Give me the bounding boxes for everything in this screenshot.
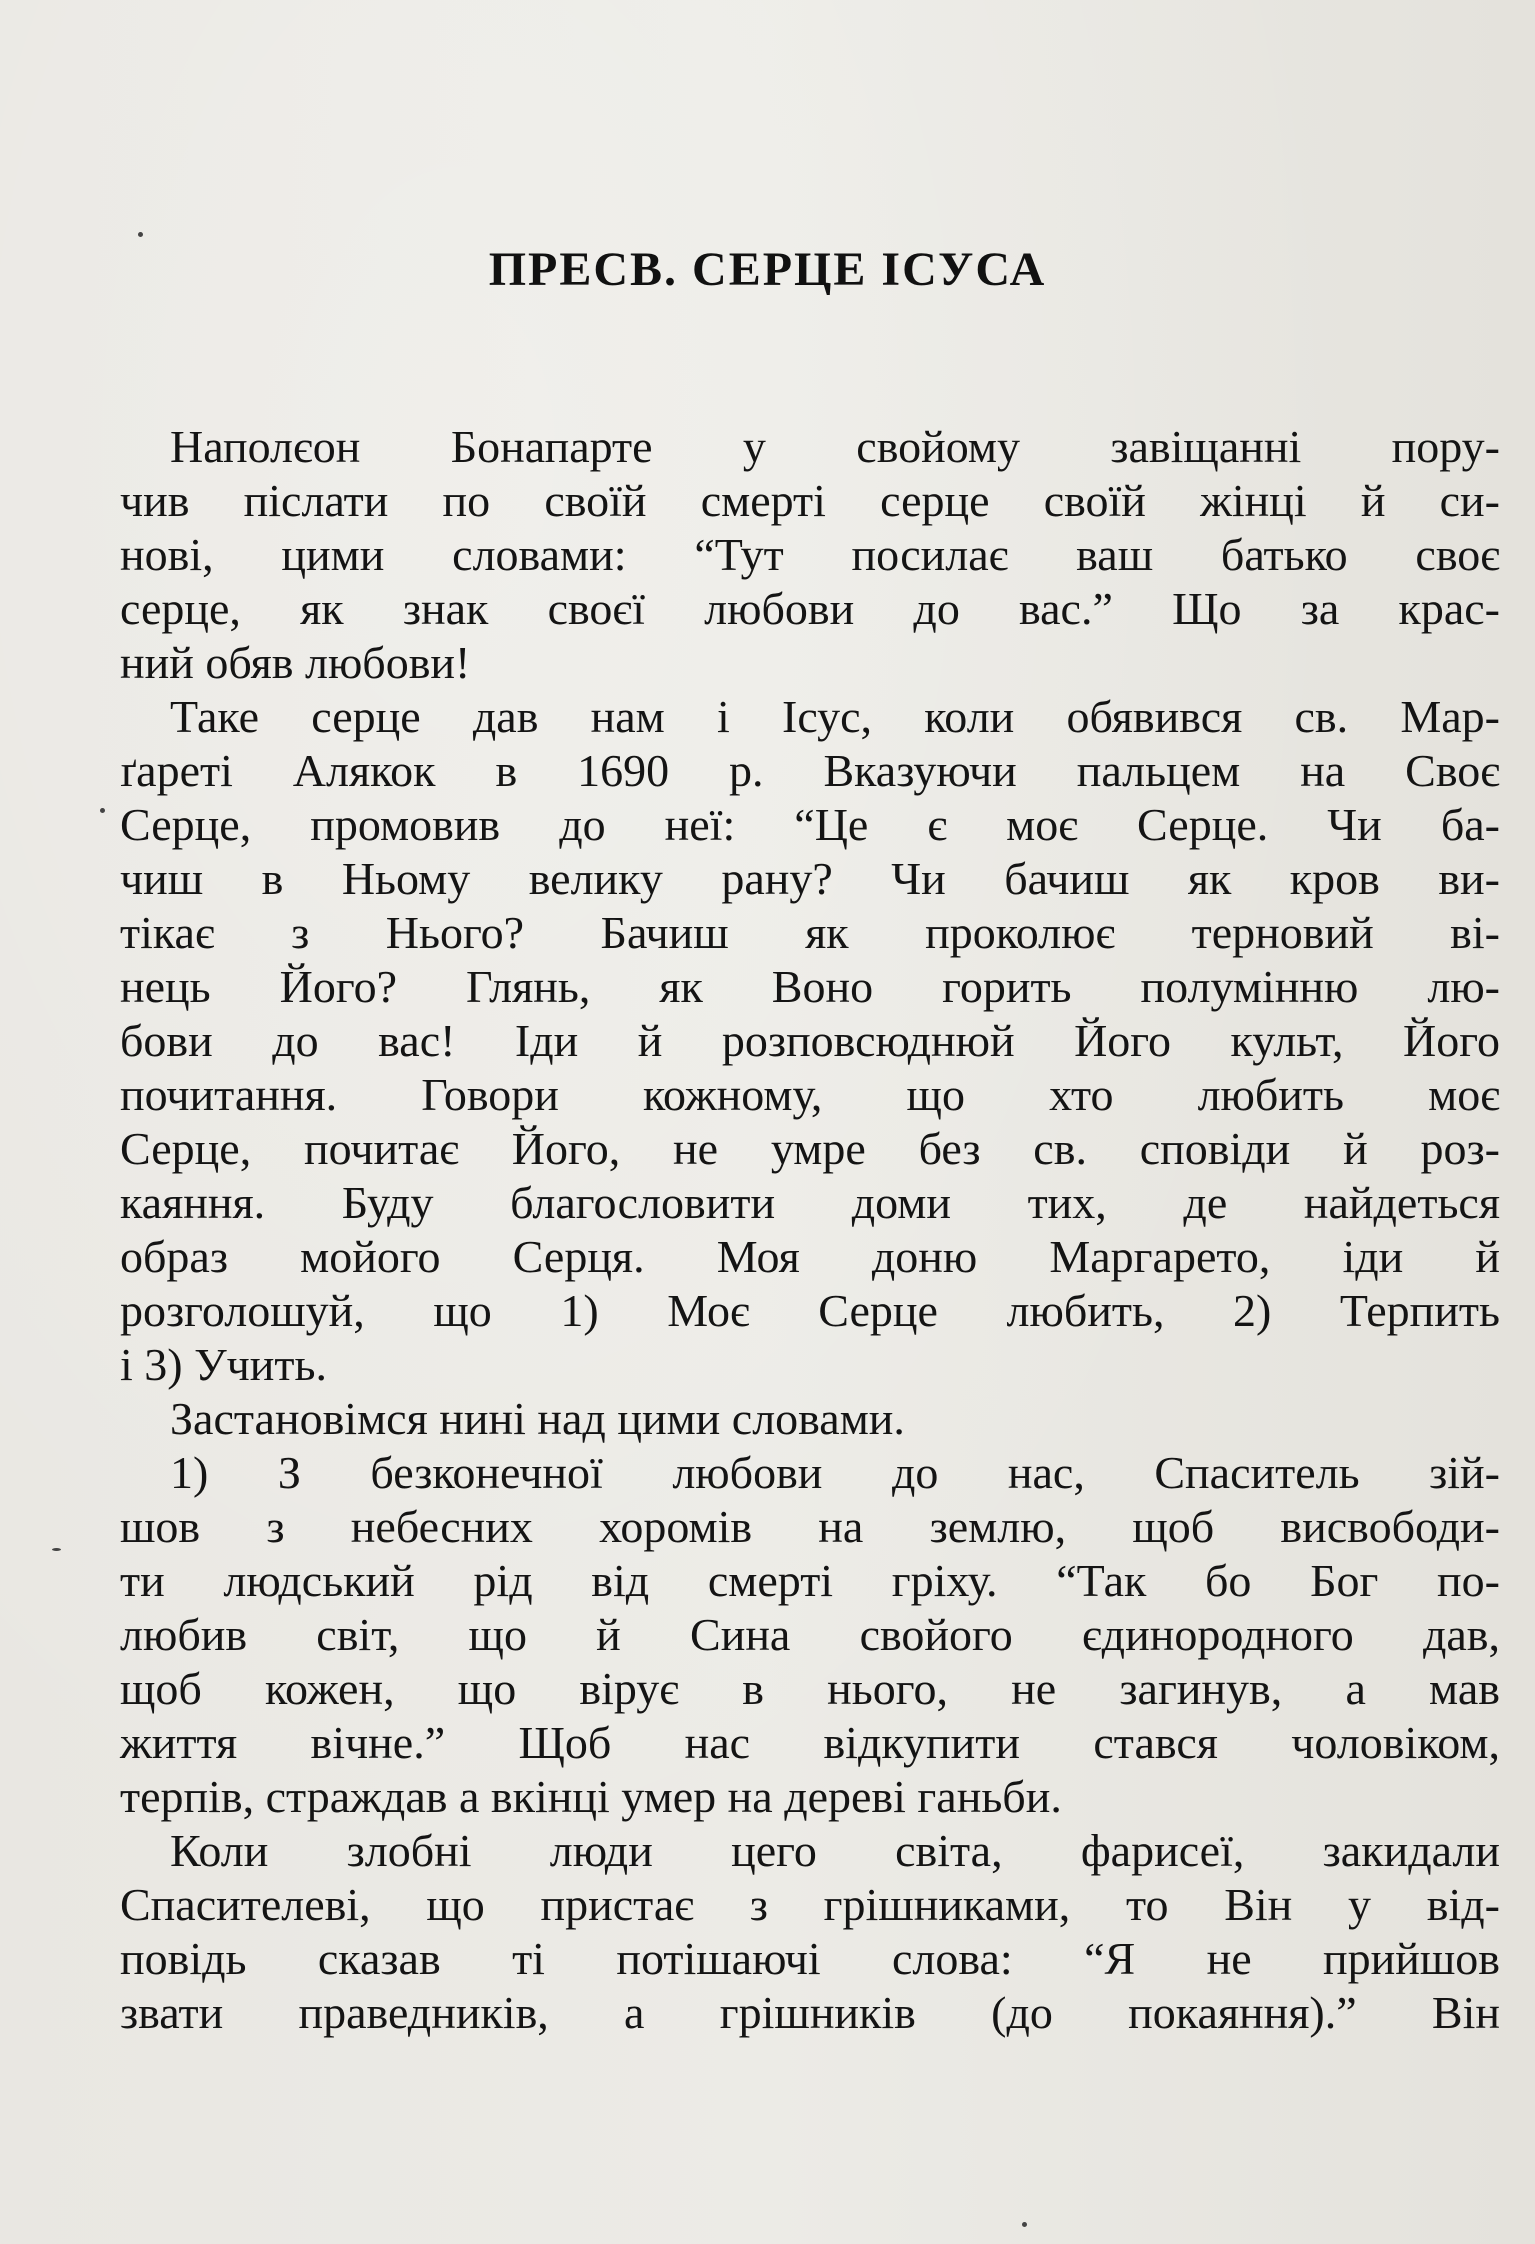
- text-line: Таке серце дав нам і Ісус, коли обявився св. Мар-: [170, 691, 1500, 742]
- text-line: Коли злобні люди цего світа, фарисеї, закидали: [170, 1825, 1500, 1876]
- text-line: щоб кожен, що вірує в нього, не загинув, а мав: [120, 1663, 1500, 1714]
- text-line: почитання. Говори кожному, що хто любить моє: [120, 1069, 1500, 1120]
- text-line: каяння. Буду благословити доми тих, де найдеться: [120, 1177, 1500, 1228]
- text-line: нець Його? Глянь, як Воно горить полумінню лю-: [120, 961, 1500, 1012]
- text-line: ти людський рід від смерті гріху. “Так бо Бог по-: [120, 1555, 1500, 1606]
- text-line: ний обяв любови!: [120, 637, 471, 688]
- paragraph: [120, 1446, 1500, 1824]
- text-line: бови до вас! Іди й розповсюднюй Його культ, Його: [120, 1015, 1500, 1066]
- text-line: тікає з Нього? Бачиш як проколює терновий ві-: [120, 907, 1500, 958]
- text-line: ґареті Алякок в 1690 р. Вказуючи пальцем на Своє: [120, 745, 1500, 796]
- text-line: Застановімся нині над цими словами.: [170, 1393, 905, 1444]
- text-line: шов з небесних хоромів на землю, щоб висвободи-: [120, 1501, 1500, 1552]
- text-line: Наполєон Бонапарте у свойому завіщанні пору-: [170, 421, 1500, 472]
- text-line: нові, цими словами: “Тут посилає ваш батько своє: [120, 529, 1500, 580]
- print-speck: [52, 1548, 61, 1551]
- text-line: чиш в Ньому велику рану? Чи бачиш як кров ви-: [120, 853, 1500, 904]
- paragraph: [120, 1824, 1500, 2040]
- print-speck: [1022, 2222, 1027, 2227]
- print-speck: [138, 232, 143, 237]
- text-line: розголошуй, що 1) Моє Серце любить, 2) Терпить: [120, 1285, 1500, 1336]
- page-body-text: [120, 420, 1500, 2040]
- text-line: Серце, промовив до неї: “Це є моє Серце. Чи ба-: [120, 799, 1500, 850]
- text-line: життя вічне.” Щоб нас відкупити стався чоловіком,: [120, 1717, 1500, 1768]
- paragraph: [120, 420, 1500, 690]
- text-line: образ мойого Серця. Моя доню Маргарето, іди й: [120, 1231, 1500, 1282]
- text-line: звати праведників, а грішників (до покаяння).” Він: [120, 1987, 1500, 2038]
- text-line: Серце, почитає Його, не умре без св. сповіди й роз-: [120, 1123, 1500, 1174]
- text-line: Спасителеві, що пристає з грішниками, то Він у від-: [120, 1879, 1500, 1930]
- print-speck: [100, 808, 105, 813]
- text-line: 1) З безконечної любови до нас, Спаситель зій-: [170, 1447, 1500, 1498]
- paragraph: [120, 690, 1500, 1392]
- text-line: повідь сказав ті потішаючі слова: “Я не прийшов: [120, 1933, 1500, 1984]
- text-line: любив світ, що й Сина свойого єдинородного дав,: [120, 1609, 1500, 1660]
- paragraph: [120, 1392, 1500, 1446]
- page-title: ПРЕСВ. СЕРЦЕ ІСУСА: [488, 243, 1047, 296]
- text-line: серце, як знак своєї любови до вас.” Що за крас-: [120, 583, 1500, 634]
- text-line: чив післати по своїй смерті серце своїй жінці й си-: [120, 475, 1500, 526]
- text-line: терпів, страждав а вкінці умер на дереві ганьби.: [120, 1771, 1062, 1822]
- text-line: і 3) Учить.: [120, 1339, 327, 1390]
